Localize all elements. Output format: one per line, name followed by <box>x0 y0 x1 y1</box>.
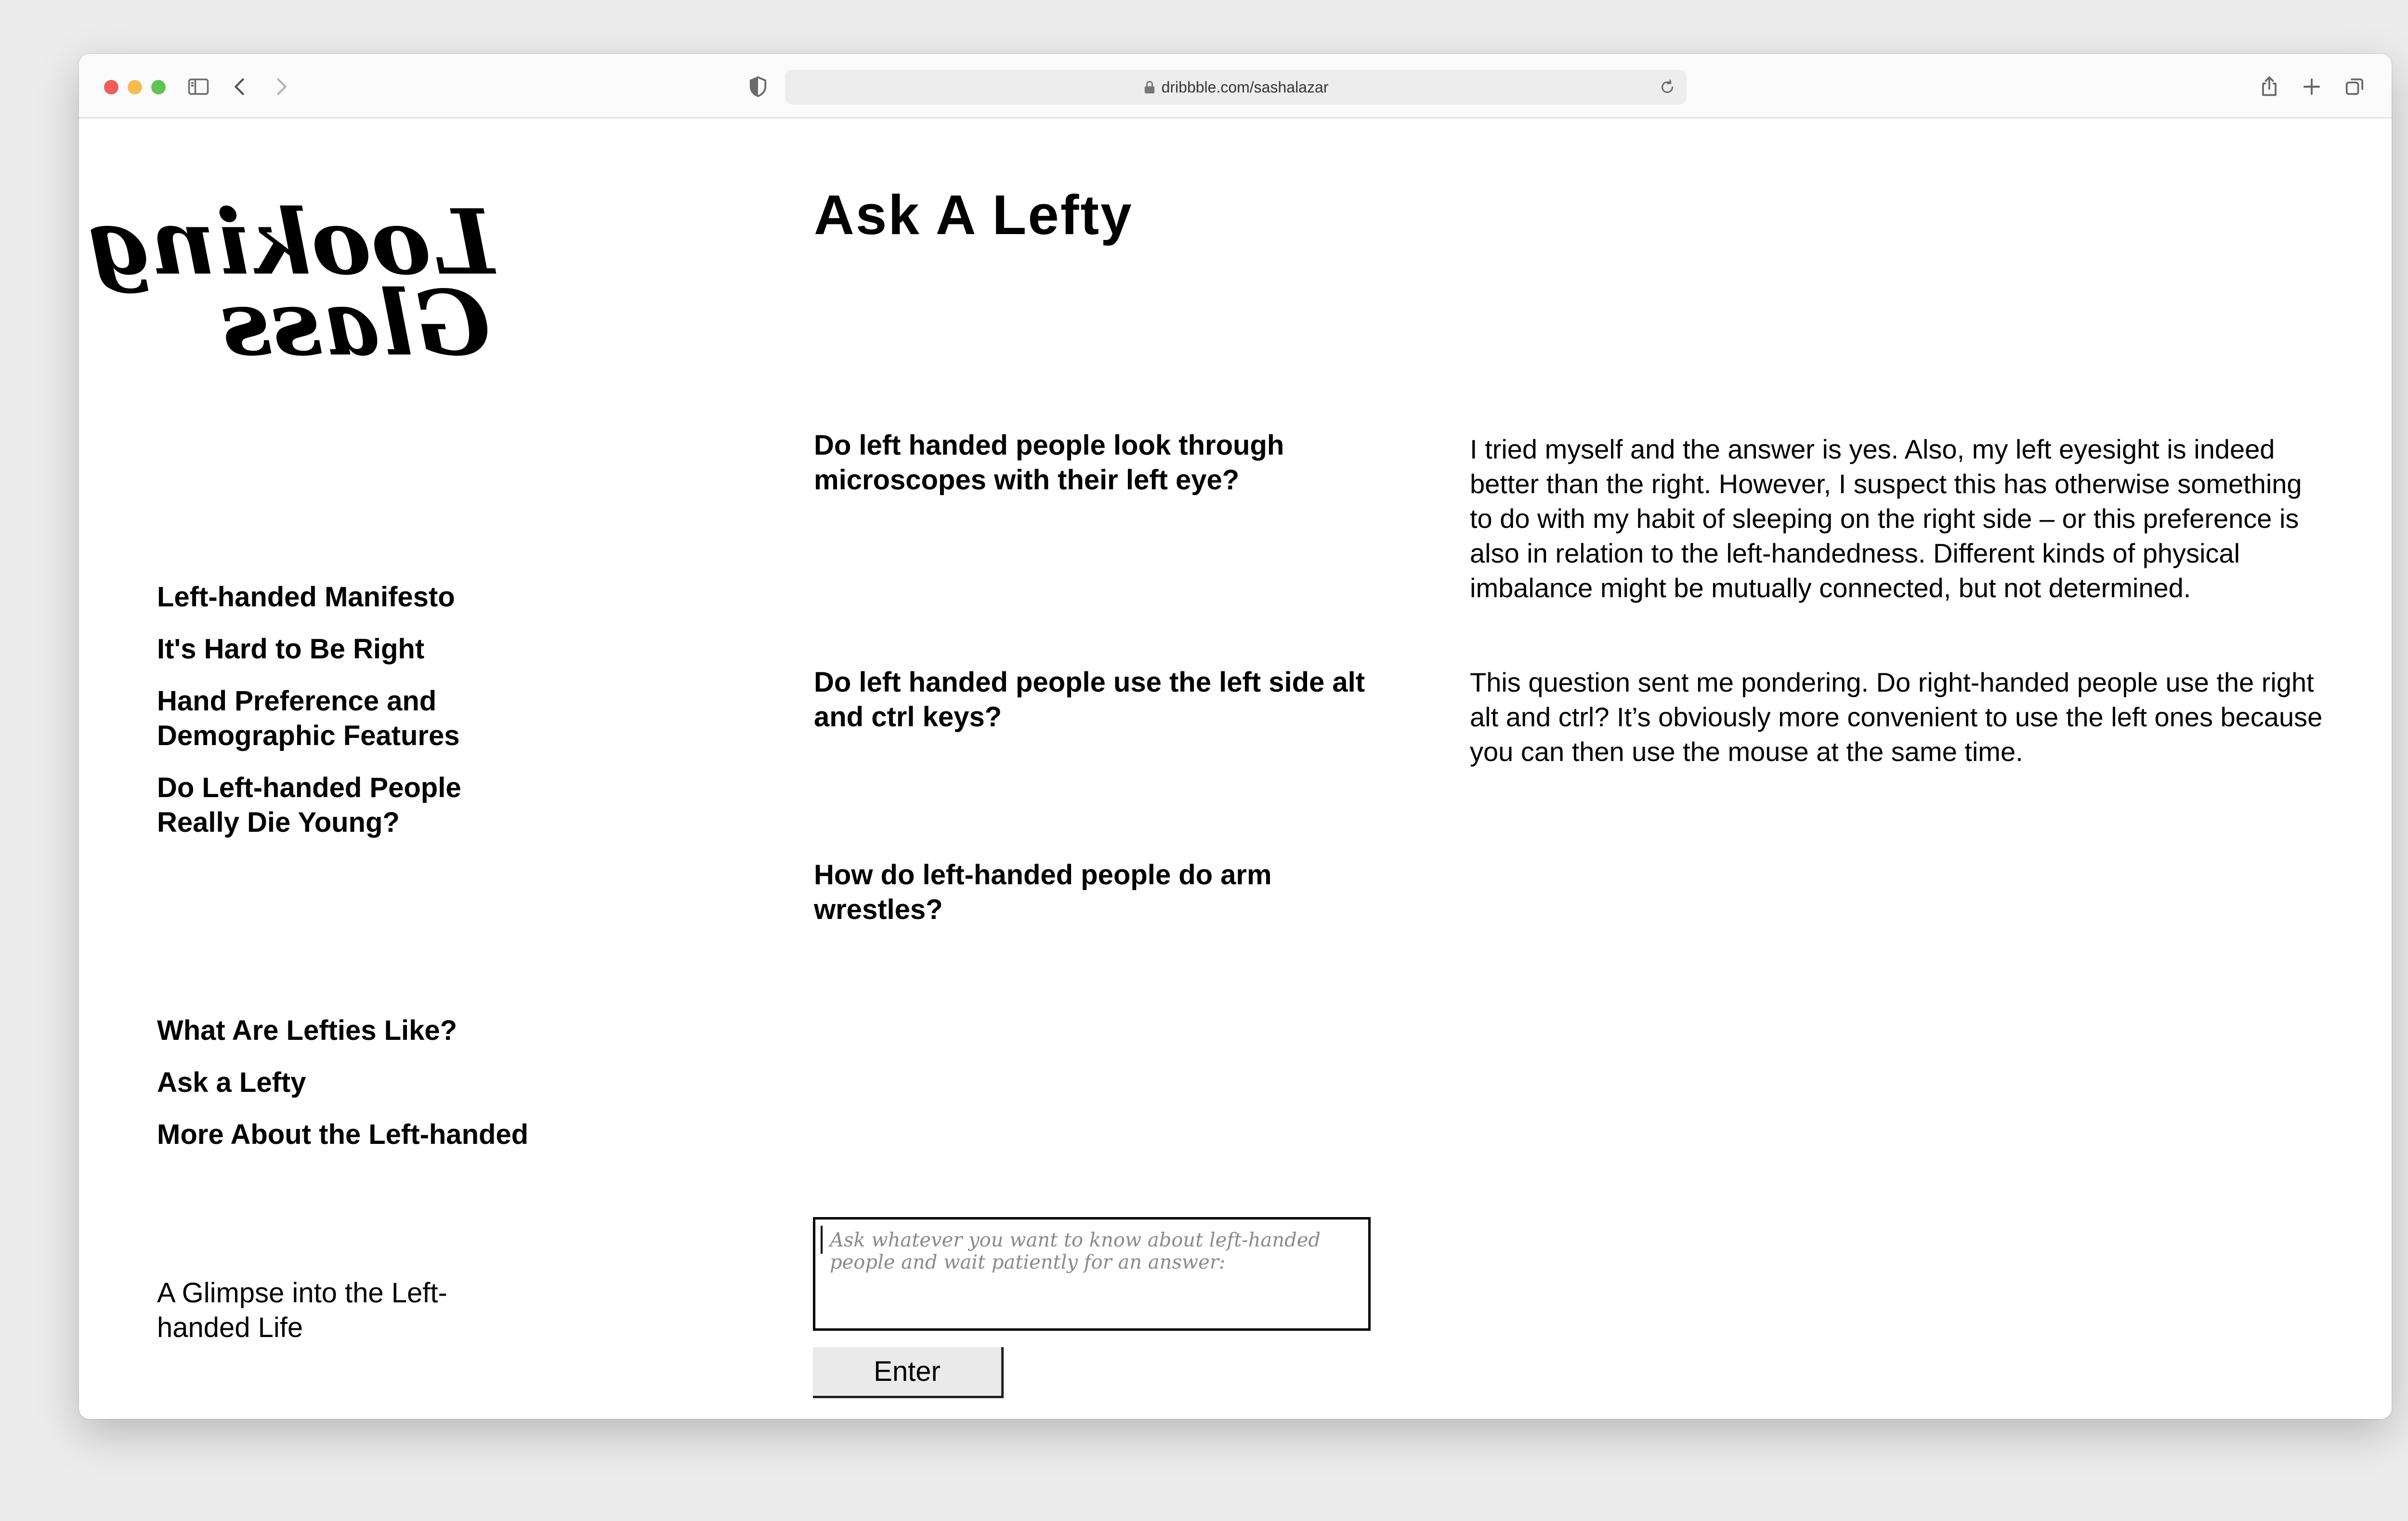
privacy-shield-icon[interactable] <box>740 68 776 105</box>
close-window-button[interactable] <box>104 80 118 94</box>
address-bar[interactable] <box>785 70 1687 105</box>
answer-2: This question sent me pondering. Do right-handed people use the right alt and ctrl? It’s obviously more convenient to use the left ones because you can then use the mouse at the same time. <box>1470 667 2323 767</box>
nav-item-more-about[interactable]: More About the Left-handed <box>157 1119 529 1150</box>
browser-toolbar <box>79 54 2392 118</box>
question-3[interactable]: How do left-handed people do arm wrestles? <box>814 859 1272 925</box>
nav-item-manifesto[interactable]: Left-handed Manifesto <box>157 581 455 613</box>
page-title: Ask A Lefty <box>814 184 1133 246</box>
share-icon[interactable] <box>2251 68 2288 105</box>
primary-nav <box>157 580 523 857</box>
tab-overview-icon[interactable] <box>2337 68 2373 105</box>
sidebar-toggle-icon[interactable] <box>180 68 217 105</box>
site-tagline: A Glimpse into the Left-handed Life <box>157 1277 447 1343</box>
ask-question-input[interactable] <box>813 1217 1371 1331</box>
url-text: dribbble.com/sashalazar <box>1161 78 1329 96</box>
nav-item-hard-to-be-right[interactable]: It's Hard to Be Right <box>157 633 425 665</box>
question-2[interactable]: Do left handed people use the left side alt and ctrl keys? <box>814 667 1365 733</box>
answer-1: I tried myself and the answer is yes. Also, my left eyesight is indeed better than the right. However, I suspect this has otherwise something to do with my habit of sleeping on the right side – or this preference is also in relation to the left-handedness. Different kinds of physical imbalance might be mutually connected, but not determined. <box>1470 434 2302 603</box>
nav-item-hand-preference[interactable]: Hand Preference and Demographic Features <box>157 685 460 751</box>
text-cursor <box>821 1226 823 1254</box>
back-icon[interactable] <box>222 68 258 105</box>
looking-glass-logo[interactable] <box>88 189 494 376</box>
zoom-window-button[interactable] <box>151 80 166 94</box>
browser-window <box>79 54 2392 1419</box>
nav-item-die-young[interactable]: Do Left-handed People Really Die Young? <box>157 772 461 838</box>
page-content <box>79 120 2392 1419</box>
logo-line-2: Glass <box>221 270 490 376</box>
lock-icon <box>1143 80 1156 94</box>
nav-item-what-are-lefties-like[interactable]: What Are Lefties Like? <box>157 1015 458 1046</box>
new-tab-icon[interactable] <box>2293 68 2330 105</box>
logo-line-1: Looking <box>88 189 494 295</box>
nav-item-ask-a-lefty[interactable]: Ask a Lefty <box>157 1067 306 1098</box>
secondary-nav <box>157 1013 528 1169</box>
enter-button[interactable]: Enter <box>813 1347 1004 1398</box>
forward-icon[interactable] <box>263 68 300 105</box>
question-1[interactable]: Do left handed people look through microscopes with their left eye? <box>814 430 1284 496</box>
minimize-window-button[interactable] <box>128 80 142 94</box>
reload-icon[interactable] <box>1659 79 1676 96</box>
